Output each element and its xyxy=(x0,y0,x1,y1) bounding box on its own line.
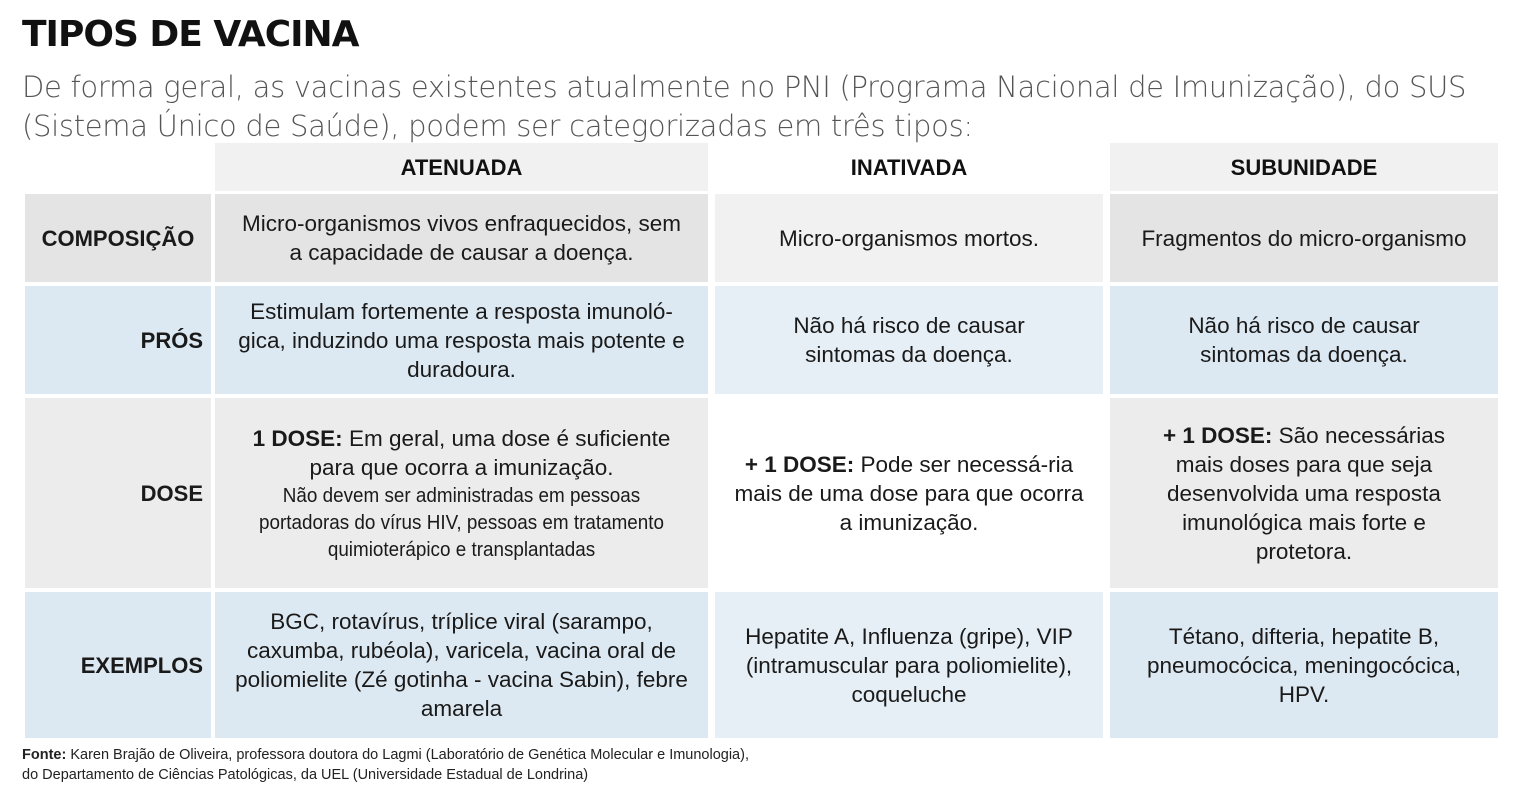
dose-inativada-label: + 1 DOSE: xyxy=(744,451,855,477)
cell-pros-inativada: Não há risco de causar sintomas da doença. xyxy=(715,286,1103,394)
row-label-exemplos: EXEMPLOS xyxy=(25,592,211,738)
cell-pros-subunidade: Não há risco de causar sintomas da doença. xyxy=(1110,286,1498,394)
cell-exemplos-atenuada: BGC, rotavírus, tríplice viral (sarampo, caxumba, rubéola), varicela, vacina oral de poliomielite (Zé gotinha - vacina Sabin), febre amarela xyxy=(215,592,708,738)
cell-composicao-atenuada: Micro-organismos vivos enfraquecidos, sem a capacidade de causar a doença. xyxy=(215,194,708,282)
row-label-pros: PRÓS xyxy=(25,286,211,394)
page-subtitle: De forma geral, as vacinas existentes atualmente no PNI (Programa Nacional de Imunização), do SUS (Sistema Único de Saúde), podem ser categorizadas em três tipos: xyxy=(22,70,1467,143)
column-header-atenuada: ATENUADA xyxy=(215,143,708,191)
cell-exemplos-inativada: Hepatite A, Influenza (gripe), VIP (intramuscular para poliomielite), coqueluche xyxy=(715,592,1103,738)
row-label-dose: DOSE xyxy=(25,398,211,588)
cell-pros-atenuada: Estimulam fortemente a resposta imunoló-gica, induzindo uma resposta mais potente e duradoura. xyxy=(215,286,708,394)
cell-dose-atenuada xyxy=(215,398,708,588)
page-title: TIPOS DE VACINA xyxy=(22,14,359,55)
source-line-2: do Departamento de Ciências Patológicas, da UEL (Universidade Estadual de Londrina) xyxy=(22,767,589,783)
dose-inativada-text: Pode ser necessá-ria mais de uma dose para que ocorra a imunização. xyxy=(734,451,1084,535)
source-note xyxy=(22,745,749,785)
column-header-subunidade: SUBUNIDADE xyxy=(1110,143,1498,191)
source-label: Fonte: xyxy=(22,747,67,763)
source-line-1: Karen Brajão de Oliveira, professora doutora do Lagmi (Laboratório de Genética Molecular e Imunologia), xyxy=(70,747,749,763)
cell-composicao-inativada: Micro-organismos mortos. xyxy=(715,194,1103,282)
dose-subunidade-text: São necessárias mais doses para que seja desenvolvida uma resposta imunológica mais forte e protetora. xyxy=(1167,422,1446,564)
cell-dose-inativada xyxy=(715,398,1103,588)
cell-dose-subunidade xyxy=(1110,398,1498,588)
row-label-composicao: COMPOSIÇÃO xyxy=(25,194,211,282)
dose-atenuada-label: 1 DOSE: xyxy=(252,425,343,451)
column-header-inativada: INATIVADA xyxy=(715,143,1103,191)
dose-atenuada-text: Em geral, uma dose é suficiente para que ocorra a imunização. xyxy=(309,425,671,480)
dose-atenuada-note: Não devem ser administradas em pessoas portadoras do vírus HIV, pessoas em tratamento quimioterápico e transplantadas xyxy=(258,483,665,561)
cell-exemplos-subunidade: Tétano, difteria, hepatite B, pneumocócica, meningocócica, HPV. xyxy=(1110,592,1498,738)
cell-composicao-subunidade: Fragmentos do micro-organismo xyxy=(1110,194,1498,282)
dose-subunidade-label: + 1 DOSE: xyxy=(1162,422,1273,448)
